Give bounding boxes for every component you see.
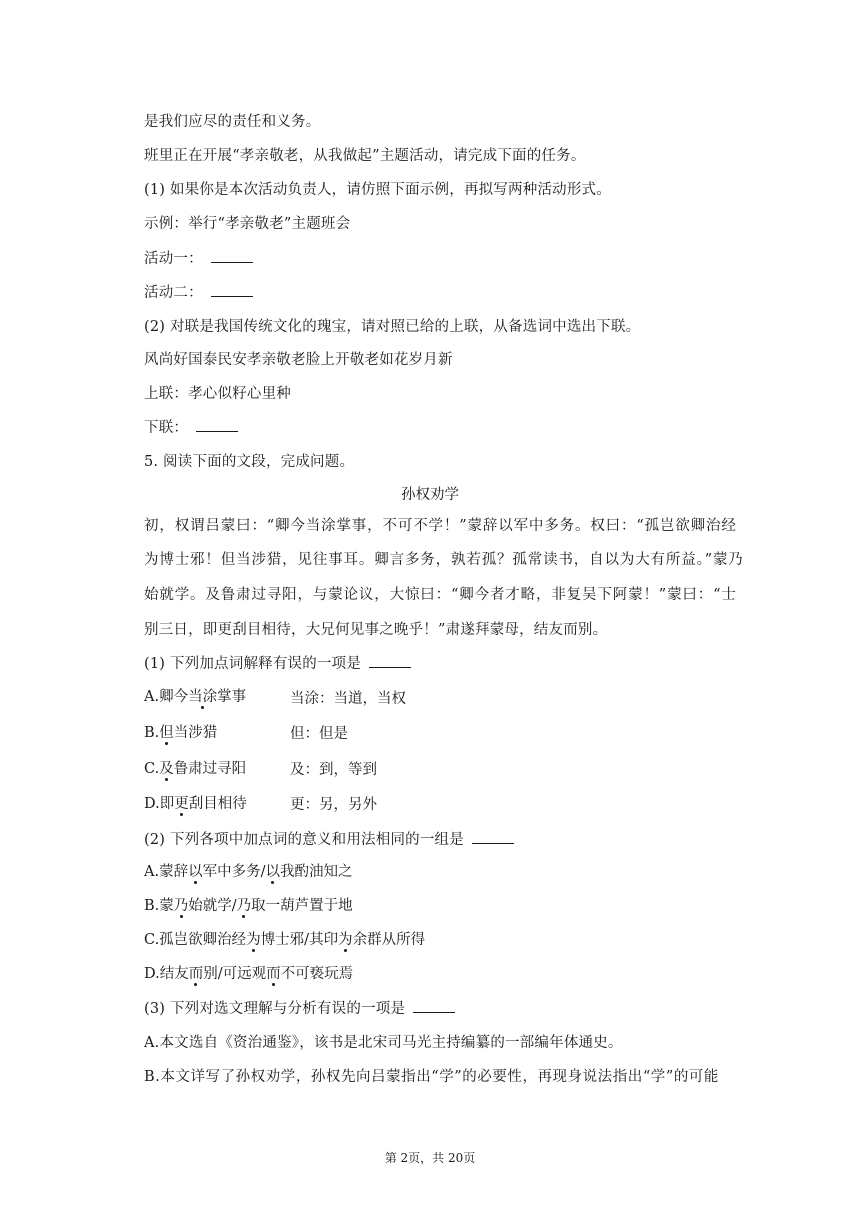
passage-line: 别三日，即更刮目相待，大兄何见事之晚乎！”肃遂拜蒙母，结友而别。 xyxy=(144,622,608,638)
q1-option-a[interactable] xyxy=(144,687,246,707)
q1-option-d[interactable] xyxy=(144,794,247,814)
option-text: 当涉猎 xyxy=(173,725,218,741)
q2-option-d[interactable] xyxy=(144,964,353,984)
question-1-2: (2) 对联是我国传统文化的瑰宝，请对照已给的上联，从备选词中选出下联。 xyxy=(144,319,641,335)
passage-line: 为博士邪！但当涉猎，见往事耳。卿言多务，孰若孤？孤常读书，自以为大有所益。”蒙乃 xyxy=(144,552,744,568)
q1-option-b-explain: 但：但是 xyxy=(290,726,348,742)
option-text: 余群从所得 xyxy=(352,932,426,948)
option-text: 刮目相待 xyxy=(188,796,247,812)
dotted-word: 而 xyxy=(188,966,204,982)
answer-blank[interactable] xyxy=(369,654,411,668)
dotted-word: 为 xyxy=(338,932,353,948)
activity-1-label: 活动一： xyxy=(144,251,203,267)
question-5-3 xyxy=(144,999,455,1019)
question-5-2-text: (2) 下列各项中加点词的意义和用法相同的一组是 xyxy=(144,832,464,848)
answer-blank[interactable] xyxy=(196,418,238,432)
lower-couplet-line xyxy=(144,418,238,438)
question-1-1: (1) 如果你是本次活动负责人，请仿照下面示例，再拟写两种活动形式。 xyxy=(144,182,611,198)
dotted-word: 乃 xyxy=(236,898,252,914)
example-line: 示例：举行“孝亲敬老”主题班会 xyxy=(144,216,351,232)
question-5: 5. 阅读下面的文段，完成问题。 xyxy=(144,454,355,470)
dotted-word: 及 xyxy=(159,761,174,777)
option-text: 掌事 xyxy=(217,689,247,705)
text-line: 班里正在开展“孝亲敬老，从我做起”主题活动，请完成下面的任务。 xyxy=(144,148,586,164)
page-footer: 第 2页，共 20页 xyxy=(384,1151,476,1165)
answer-blank[interactable] xyxy=(413,999,455,1013)
dotted-word: 以 xyxy=(265,864,280,880)
dotted-word: 以 xyxy=(188,864,203,880)
q1-option-c[interactable] xyxy=(144,759,246,779)
option-text: 鲁肃过寻阳 xyxy=(173,761,247,777)
question-5-1 xyxy=(144,654,411,674)
lower-couplet-label: 下联： xyxy=(144,420,189,436)
option-text: 军中多务/ xyxy=(202,864,266,880)
question-5-2 xyxy=(144,830,514,850)
option-text: 博士邪/其印 xyxy=(260,932,339,948)
q1-option-b[interactable] xyxy=(144,723,217,743)
q2-option-a[interactable] xyxy=(144,862,352,882)
dotted-word: 乃 xyxy=(173,898,189,914)
passage-line: 初，权谓吕蒙曰：“卿今当涂掌事，不可不学！”蒙辞以军中多务。权曰：“孤岂欲卿治经 xyxy=(144,518,737,534)
option-text: D.即 xyxy=(144,796,175,812)
q2-option-b[interactable] xyxy=(144,896,353,916)
upper-couplet: 上联：孝心似籽心里种 xyxy=(144,386,291,402)
q1-option-a-explain: 当涂：当道，当权 xyxy=(290,691,406,707)
option-text: A.卿今 xyxy=(144,689,189,705)
option-text: C. xyxy=(144,761,160,777)
answer-blank[interactable] xyxy=(211,249,253,263)
activity-1-line xyxy=(144,249,253,269)
activity-2-line xyxy=(144,283,253,303)
dotted-word: 但 xyxy=(159,725,174,741)
dotted-word: 为 xyxy=(246,932,261,948)
answer-blank[interactable] xyxy=(472,830,514,844)
option-text: A.蒙辞 xyxy=(144,864,189,880)
q1-option-c-explain: 及：到，等到 xyxy=(290,762,377,778)
option-text: 取一葫芦置于地 xyxy=(251,898,353,914)
answer-blank[interactable] xyxy=(211,283,253,297)
q3-option-b[interactable]: B.本文详写了孙权劝学，孙权先向吕蒙指出“学”的必要性，再现身说法指出“学”的可能 xyxy=(144,1069,719,1085)
passage-title: 孙权劝学 xyxy=(401,487,459,503)
option-text: 始就学/ xyxy=(188,898,237,914)
dotted-word: 当涂 xyxy=(188,689,218,705)
option-text: B.蒙 xyxy=(144,898,174,914)
passage-line: 始就学。及鲁肃过寻阳，与蒙论议，大惊曰：“卿今者才略，非复吴下阿蒙！”蒙曰：“士 xyxy=(144,587,737,603)
option-text: B. xyxy=(144,725,160,741)
option-text: 别/可远观 xyxy=(203,966,267,982)
candidate-words: 风尚好国泰民安孝亲敬老脸上开敬老如花岁月新 xyxy=(144,352,453,368)
option-text: 不可亵玩焉 xyxy=(280,966,354,982)
q3-option-a[interactable]: A.本文选自《资治通鉴》，该书是北宋司马光主持编纂的一部编年体通史。 xyxy=(144,1035,623,1051)
activity-2-label: 活动二： xyxy=(144,285,203,301)
dotted-word: 更 xyxy=(174,796,189,812)
question-5-3-text: (3) 下列对选文理解与分析有误的一项是 xyxy=(144,1001,406,1017)
q1-option-d-explain: 更：另，另外 xyxy=(290,797,377,813)
text-line: 是我们应尽的责任和义务。 xyxy=(144,114,321,130)
question-5-1-text: (1) 下列加点词解释有误的一项是 xyxy=(144,656,362,672)
dotted-word: 而 xyxy=(266,966,281,982)
option-text: D.结友 xyxy=(144,966,189,982)
option-text: 我酌油知之 xyxy=(279,864,353,880)
option-text: C.孤岂欲卿治经 xyxy=(144,932,247,948)
q2-option-c[interactable] xyxy=(144,930,425,950)
